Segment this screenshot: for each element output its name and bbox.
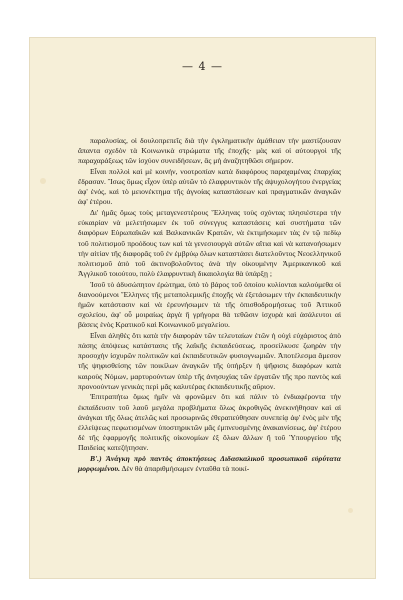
paragraph: Εἶναι ἀληθὲς ὅτι κατὰ τὴν διαφορὰν τῶν τελευταίων ἐτῶν ἡ οὐχὶ εὐχάριστος ἀπὸ πάσης ἀπόψεως κατάστασις τῆς λαϊκῆς ἐκπαιδεύσεως, προσείλκυσε ζωηρὰν τὴν προσοχὴν ἰσχυρῶν πολιτικῶν καὶ ἐκπαιδευτικῶν φυσιογνωμιῶν. Ἀποτέλεσμα ἄμεσον τῆς ψηφισθείσης τῶν ποικίλων ἀναγκῶν τῆς ὑπήρξεν ἡ ψῆφισις διαφόρων κατὰ καιροὺς Νόμων, μαρτυρούντων ὑπὲρ τῆς ἀνησυχίας τῶν ἐργατῶν τῆς προ παντὸς καὶ προνοούντων γενικὰς περὶ μᾶς καλυτέρας ἐκπαιδευτικῆς αὔριον.	[78, 330, 341, 391]
paragraph: Δι' ἡμᾶς ὅμως τοὺς μεταγενεστέρους Ἕλληνας τοὺς σχόντας πλησιέστερα τὴν εὐκαιρίαν νὰ μελετήσωμεν ἐκ τοῦ σύνεγγυς καταστάσεις καὶ συστήματα τῶν διαφόρων Εὐρωπαϊκῶν καὶ Βαλκανικῶν Κρατῶν, νὰ ἐκτιμήσωμεν τὰς ἐν τῷ πεδίῳ τοῦ πολιτισμοῦ προόδους των καὶ τὰ γενεσιουργὰ αὐτῶν αἴτια καὶ νὰ κατανοήσωμεν τὴν αἰτίαν τῆς διαφορᾶς τοῦ ἐν ἐμβρύῳ ὄλων καταστάσει διατελοῦντος Νεοελληνικοῦ πολιτισμοῦ ἀπὸ τοῦ ἀκτινοβολοῦντος ἀνὰ τὴν οἰκουμένην Ἀμερικανικοῦ καὶ Ἀγγλικοῦ τοιούτου, πολὺ ἐλαφρυντικὴ δικαιολογία θὰ ὑπάρξῃ ;	[78, 208, 341, 279]
paragraph: Ἰσοῦ τὸ ἀδυσώπητον ἐρώτημα, ὑπὸ τὸ βάρος τοῦ ὁποίου κυλίονται καλούμεθα οἱ διανοούμενοι Ἕλληνες τῆς μεταπολεμικῆς ἐποχῆς νὰ ἐξετάσωμεν τὴν ἐκπαιδευτικὴν ἡμῶν κατάστασιν καὶ νὰ ἐρευνήσωμεν τὰ τῆς ὀπισθοδρομήσεως τοῦ Ἀττικοῦ σχολείου, ἀφ' οὗ μοιραίως ἀργὰ ἢ γρήγορα θὰ τεθῶσιν ἰσχυρὰ καὶ ἀσάλευτοι αἱ βάσεις ἑνὸς Κρατικοῦ καὶ Κοινωνικοῦ μεγαλείου.	[78, 279, 341, 330]
paper-stain	[40, 178, 46, 184]
paper-stain	[348, 508, 353, 513]
paragraph: παραλυσίας, οἱ δουλοπρεπεῖς διὰ τὴν ἐγκληματικὴν ἀμάθειαν τὴν μαστίζουσαν ἅπαντα σχεδὸν τὰ Κοινωνικὰ στρώματα τῆς ἐποχῆς· μὰς καὶ οἱ αὐτουργοὶ τῆς παραχαράξεως τῶν ἰσχύον συνειδήσεων, ἂς μὴ ἀναζητηθῶσι σήμερον.	[78, 136, 341, 166]
paragraph: Εἶναι πολλοὶ καὶ μὲ κοινήν, νοοτροπίαν κατὰ διαφόρους παραχαμένας ἐπαρχίας ἔδρασαν. Ἴσως ὅμως εἶχον ὑπὲρ αὐτῶν τὸ ἐλαφρυντικὸν τῆς ἀψυχολογήτου ἐνεργείας ἀφ' ἑνός, καὶ τὸ μειονέκτημα τῆς ἀγνοίας καταστάσεων καὶ πραγματικῶν ἀναγκῶν ἀφ' ἑτέρου.	[78, 166, 341, 207]
page-number: — 4 —	[182, 60, 223, 73]
paragraph: Ἐπιτραπήτω ὅμως ἡμῖν νὰ φρονῶμεν ὅτι καὶ πάλιν τὸ ἐνδιαφέροντα τὴν ἐκπαίδευσιν τοῦ λαοῦ μεγάλα προβλήματα ὅλως ἀκροθιγῶς ἀνεκινήθησαν καὶ αἱ ἀνάγκαι τῆς ὅλως ἀτελῶς καὶ προσωρινῶς ἐθεραπεύθησαν συνεπείᾳ ἀφ' ἑνὸς μὲν τῆς ἐλλείψεως πεφωτισμένων ὑποστηρικτῶν μᾶς ἐμπνευσμένης ἀνακαινίσεως, ἀφ' ἑτέρου δὲ τῆς ἐφαρμογῆς πολιτικῆς οἰκονομίων ἐξ ὅλων ἄλλων ἢ τοῦ Ὑπουργείου τῆς Παιδείας κατεζήτησαν.	[78, 392, 341, 453]
section-heading: Β'.) Ἀνάγκη πρὸ παντὸς ἀποκτήσεως Διδασκαλικοῦ προσωπικοῦ εὐρύτατα μορφωμένου.	[78, 453, 341, 473]
document-page	[30, 38, 375, 578]
section-paragraph	[78, 454, 341, 474]
section-text: Δὲν θὰ ἀπαριθμήσωμεν ἐνταῦθα τὰ ποικί-	[120, 464, 250, 473]
article-body	[78, 136, 341, 475]
